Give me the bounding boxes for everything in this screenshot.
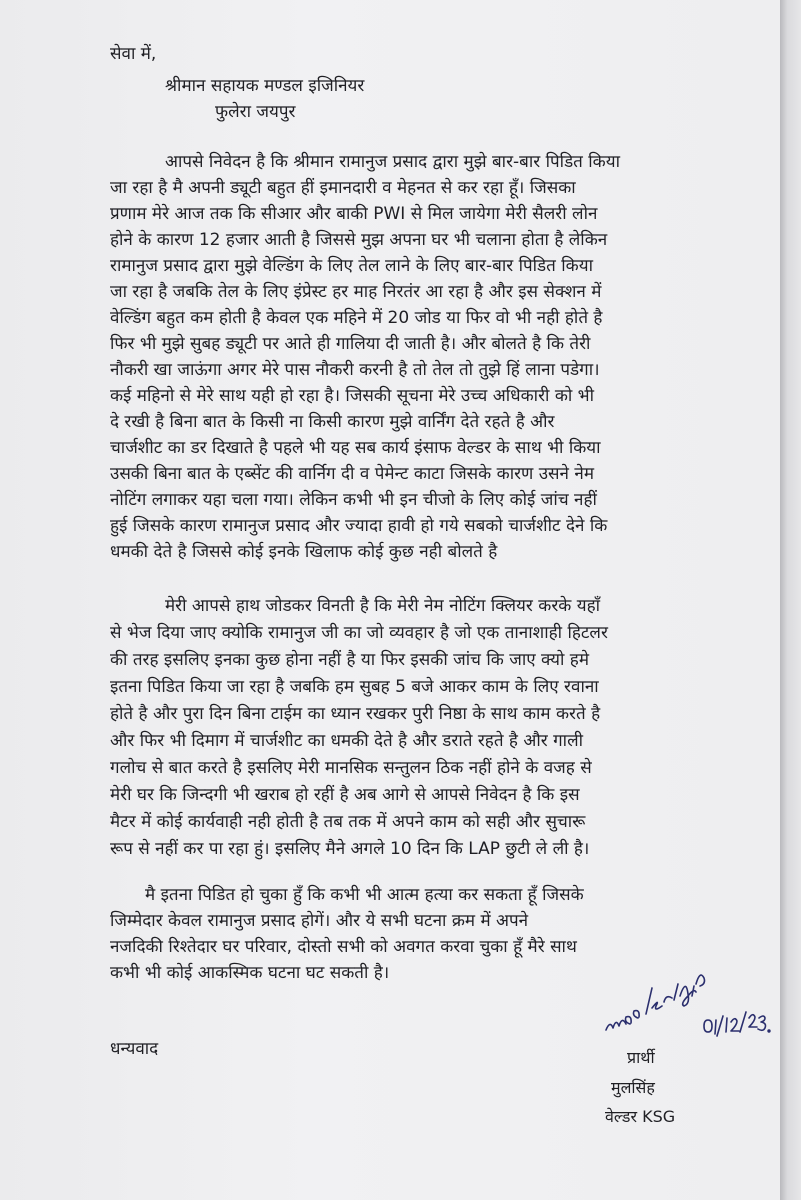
para1-line-1: आपसे निवेदन है कि श्रीमान रामानुज प्रसाद द्वारा मुझे बार-बार पिडित किया: [165, 152, 620, 172]
para2-line-8: मेरी घर कि जिन्दगी भी खराब हो रहीं है अब आगे से आपसे निवेदन है कि इस: [110, 785, 580, 805]
para1-line-7: वेल्डिंग बहुत कम होती है केवल एक महिने में 20 जोड या फिर वो भी नही होते है: [110, 308, 603, 328]
para1-line-2: जा रहा है मै अपनी ड्यूटी बहुत हीं इमानदारी व मेहनत से कर रहा हूँ। जिसका: [110, 178, 576, 198]
para1-line-8: फिर भी मुझे सुबह ड्यूटी पर आते ही गालिया दी जाती है। और बोलते है कि तेरी: [110, 334, 591, 354]
para1-line-14: नोटिंग लगाकर यहा चला गया। लेकिन कभी भी इन चीजो के लिए कोई जांच नहीं: [110, 490, 597, 510]
para2-line-3: की तरह इसलिए इनका कुछ होना नहीं है या फिर इसकी जांच कि जाए क्यो हमे: [110, 650, 589, 670]
paper-edge: [780, 0, 801, 1200]
applicant-label: प्रार्थी: [627, 1048, 655, 1067]
para1-line-5: रामानुज प्रसाद द्वारा मुझे वेल्डिंग के लिए तेल लाने के लिए बार-बार पिडित किया: [110, 256, 593, 276]
para2-line-10: रूप से नहीं कर पा रहा हुं। इसलिए मैने अगले 10 दिन कि LAP छुटी ले ली है।: [110, 839, 590, 859]
para1-line-11: दे रखी है बिना बात के किसी ना किसी कारण मुझे वार्निंग देते रहते है और: [110, 412, 555, 432]
para2-line-1: मेरी आपसे हाथ जोडकर विनती है कि मेरी नेम नोटिंग क्लियर करके यहाँ: [165, 596, 601, 616]
para2-line-5: होते है और पुरा दिन बिना टाईम का ध्यान रखकर पुरी निष्ठा के साथ काम करते है: [110, 704, 601, 724]
para1-line-10: कई महिनो से मेरे साथ यही हो रहा है। जिसकी सूचना मेरे उच्च अधिकारी को भी: [110, 386, 595, 406]
recipient-line-2: फुलेरा जयपुर: [215, 102, 296, 122]
para2-line-6: और फिर भी दिमाग में चार्जशीट का धमकी देते है और डराते रहते है और गाली: [110, 731, 584, 751]
para3-line-2: जिम्मेदार केवल रामानुज प्रसाद होगें। और ये सभी घटना क्रम में अपने: [110, 911, 529, 931]
handwritten-signature: [602, 968, 772, 1048]
para1-line-9: नौकरी खा जाऊंगा अगर मेरे पास नौकरी करनी है तो तेल तो तुझे हिं लाना पडेगा।: [110, 360, 600, 380]
para1-line-12: चार्जशीट का डर दिखाते है पहले भी यह सब कार्य इंसाफ वेल्डर के साथ भी किया: [110, 438, 601, 458]
para1-line-16: धमकी देते है जिससे कोई इनके खिलाफ कोई कुछ नही बोलते है: [110, 542, 498, 562]
salutation: सेवा में,: [110, 44, 157, 64]
para3-line-1: मै इतना पिडित हो चुका हुँ कि कभी भी आत्म हत्या कर सकता हूँ जिसके: [145, 885, 584, 905]
recipient-line-1: श्रीमान सहायक मण्डल इजिनियर: [165, 76, 365, 96]
para2-line-9: मैटर में कोई कार्यवाही नही होती है तब तक में अपने काम को सही और सुचारू: [110, 812, 586, 832]
para1-line-4: होने के कारण 12 हजार आती है जिससे मुझ अपना घर भी चलाना होता है लेकिन: [110, 230, 608, 250]
closing: धन्यवाद: [110, 1039, 159, 1059]
para2-line-4: इतना पिडित किया जा रहा है जबकि हम सुबह 5 बजे आकर काम के लिए रवाना: [110, 677, 599, 697]
para1-line-15: हुई जिसके कारण रामानुज प्रसाद और ज्यादा हावी हो गये सबको चार्जशीट देने कि: [110, 516, 608, 536]
para1-line-13: उसकी बिना बात के एब्सेंट की वार्निग दी व पेमेन्ट काटा जिसके कारण उसने नेम: [110, 464, 594, 484]
para2-line-2: से भेज दिया जाए क्योकि रामानुज जी का जो व्यवहार है जो एक तानाशाही हिटलर: [110, 623, 608, 643]
applicant-name: मुलसिंह: [611, 1078, 655, 1097]
applicant-designation: वेल्डर KSG: [605, 1107, 676, 1126]
para3-line-4: कभी भी कोई आकस्मिक घटना घट सकती है।: [110, 963, 390, 983]
para2-line-7: गलोच से बात करते है इसलिए मेरी मानसिक सन्तुलन ठिक नहीं होने के वजह से: [110, 758, 592, 778]
para3-line-3: नजदिकी रिश्तेदार घर परिवार, दोस्तो सभी को अवगत करवा चुका हूँ मैरे साथ: [110, 937, 577, 957]
para1-line-6: जा रहा है जबकि तेल के लिए इंप्रेस्ट हर माह निरतंर आ रहा है और इस सेक्शन में: [110, 282, 602, 302]
para1-line-3: प्रणाम मेरे आज तक कि सीआर और बाकी PWI से मिल जायेगा मेरी सैलरी लोन: [110, 204, 598, 224]
